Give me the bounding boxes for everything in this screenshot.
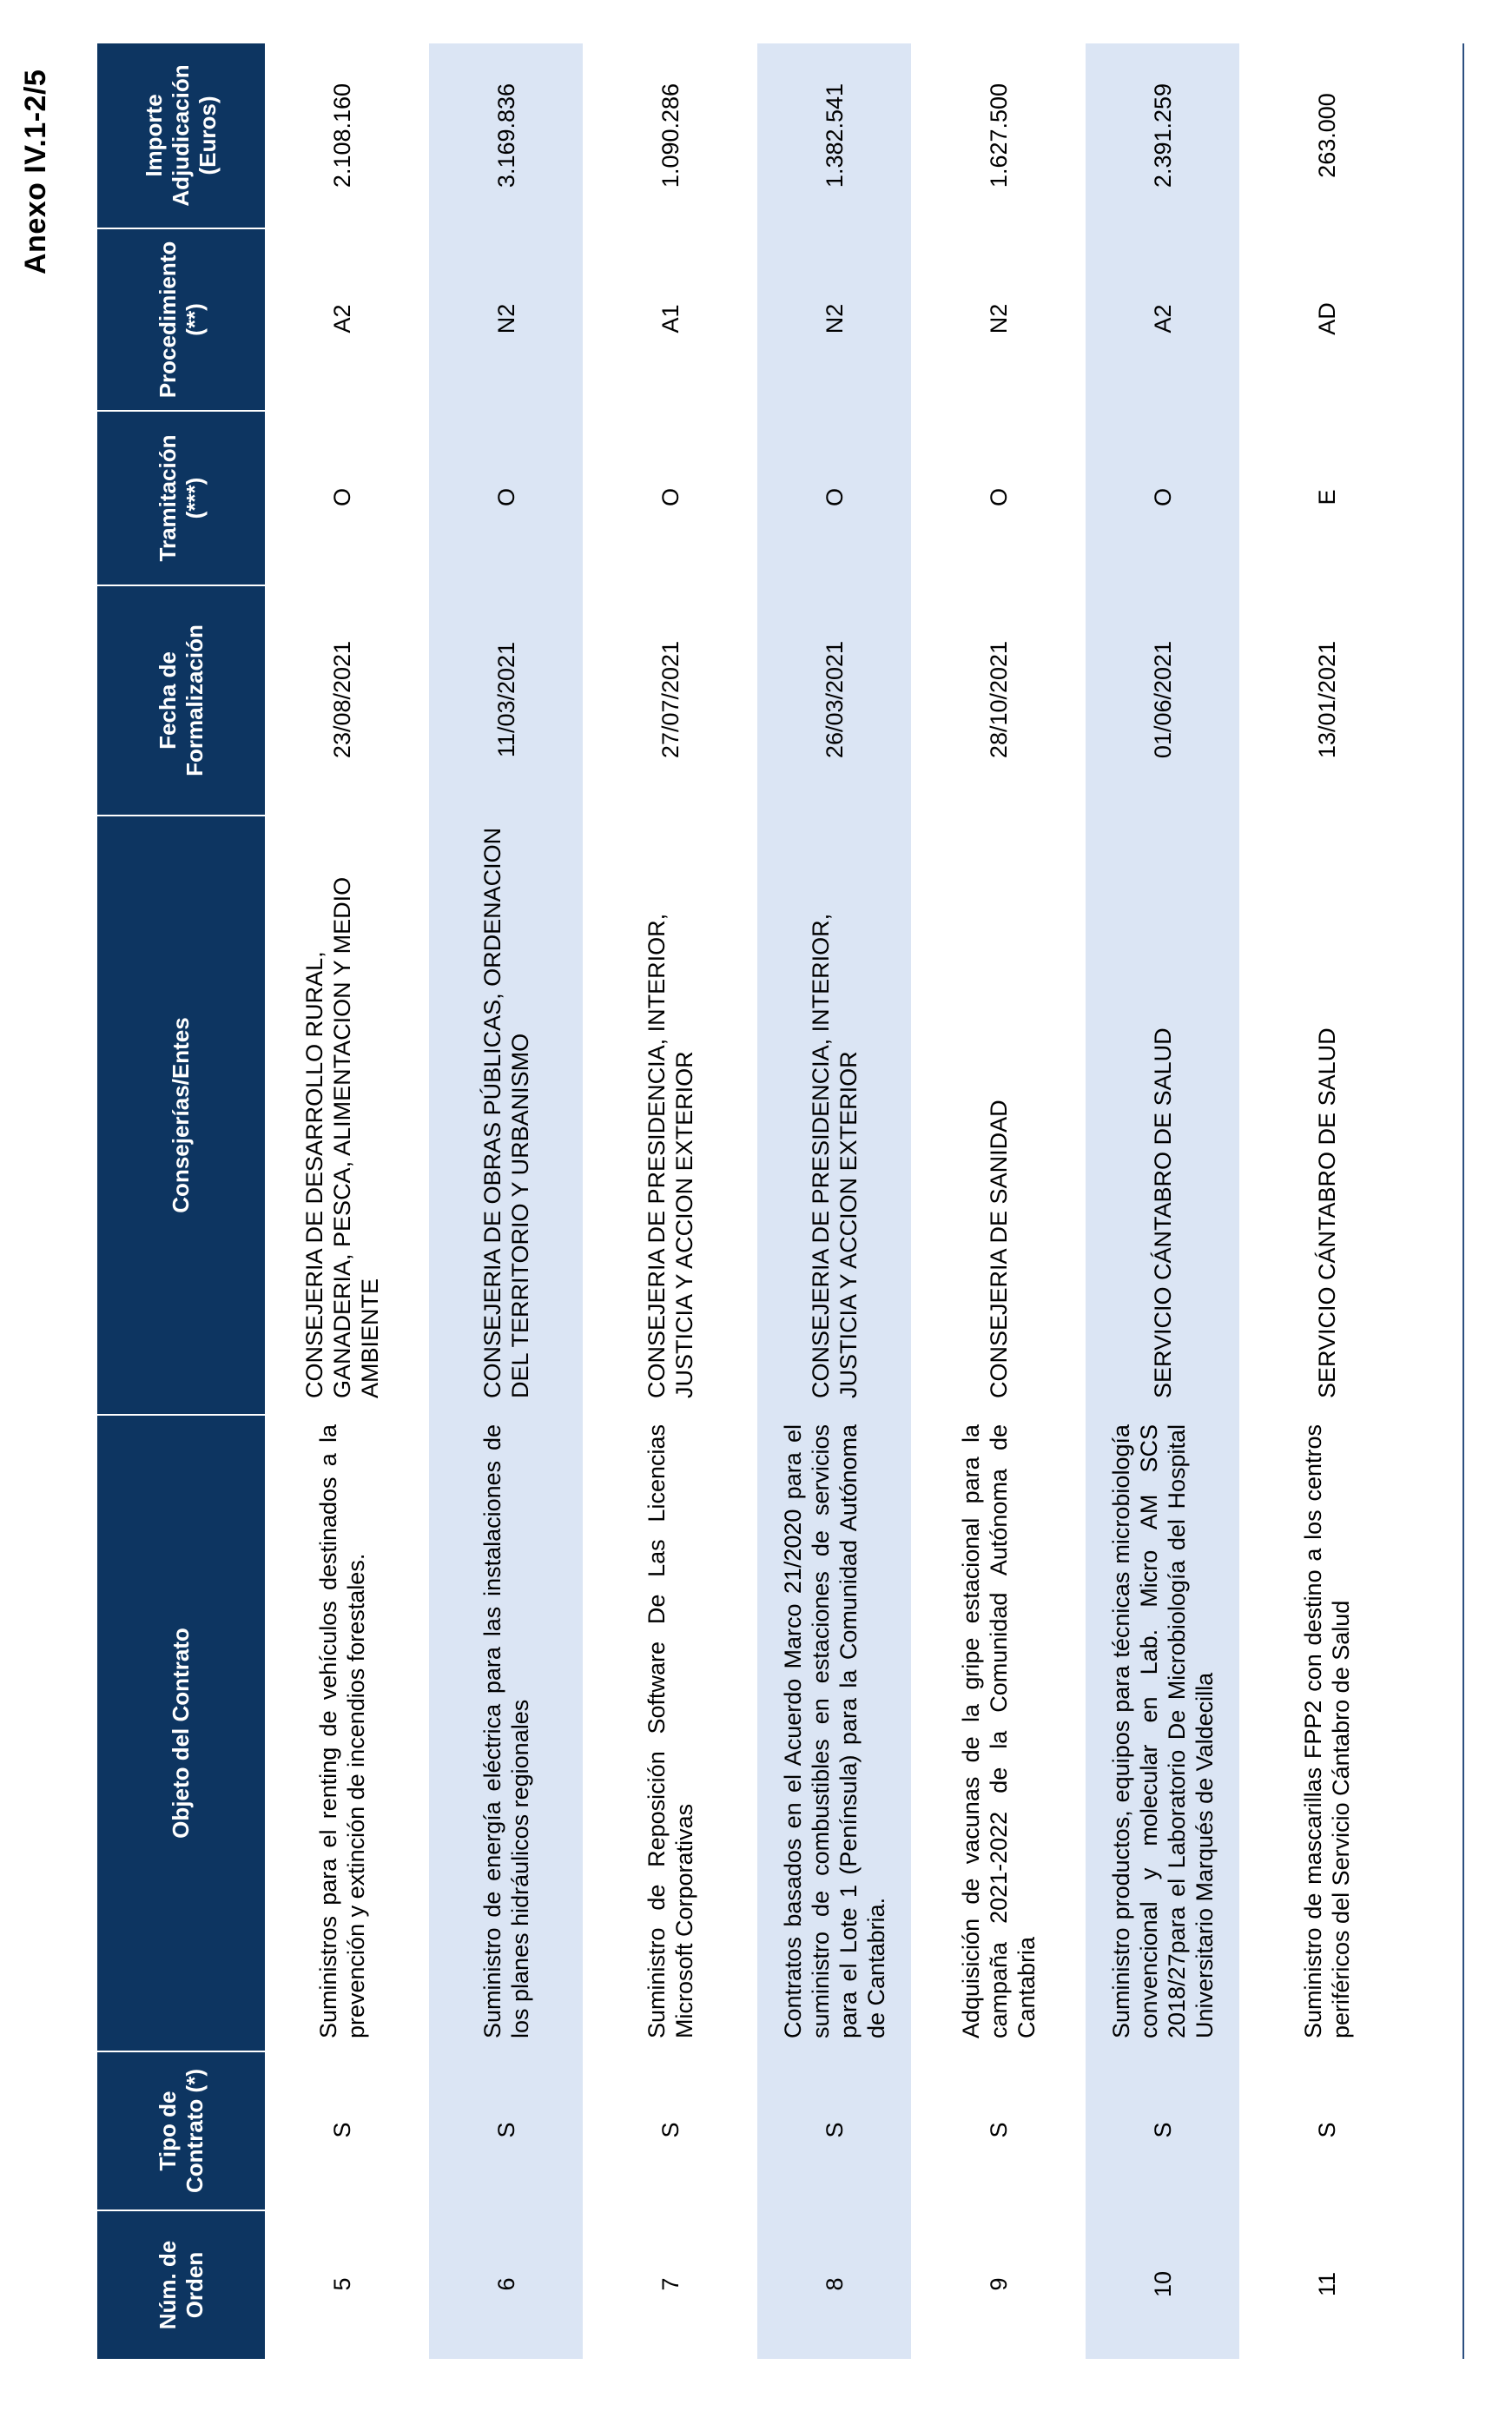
cell-importe: 2.391.259 [1086,43,1250,228]
cell-tipo: S [1086,2051,1250,2210]
cell-num: 7 [593,2210,757,2359]
cell-tramitacion: O [265,410,429,585]
cell-num: 11 [1250,2210,1414,2359]
cell-fecha: 11/03/2021 [429,585,593,815]
cell-consejeria: CONSEJERIA DE OBRAS PÚBLICAS, ORDENACION DEL TERRITORIO Y URBANISMO [429,815,593,1414]
cell-procedimiento: N2 [921,228,1086,410]
cell-procedimiento: A2 [265,228,429,410]
header-consejerias: Consejerías/Entes [97,815,265,1414]
cell-objeto: Suministro productos, equipos para técnicas microbiología convencional y molecular en Lab. Micro AM SCS 2018/27para el Laboratorio De Microbiología del Hospital Universitario Marqués de Valdecilla [1086,1414,1250,2051]
cell-procedimiento: A1 [593,228,757,410]
header-num-orden: Núm. de Orden [97,2210,265,2359]
cell-tramitacion: O [429,410,593,585]
cell-importe: 1.382.541 [757,43,921,228]
cell-consejeria: CONSEJERIA DE PRESIDENCIA, INTERIOR, JUSTICIA Y ACCION EXTERIOR [757,815,921,1414]
cell-consejeria: CONSEJERIA DE DESARROLLO RURAL, GANADERIA, PESCA, ALIMENTACION Y MEDIO AMBIENTE [265,815,429,1414]
cell-tipo: S [757,2051,921,2210]
cell-tramitacion: O [921,410,1086,585]
cell-tramitacion: O [593,410,757,585]
header-procedimiento: Procedimiento (**) [97,228,265,410]
cell-tipo: S [1250,2051,1414,2210]
cell-consejeria: CONSEJERIA DE PRESIDENCIA, INTERIOR, JUSTICIA Y ACCION EXTERIOR [593,815,757,1414]
cell-procedimiento: N2 [429,228,593,410]
annex-label: Anexo IV.1-2/5 [19,69,52,274]
cell-importe: 1.627.500 [921,43,1086,228]
bottom-rule [1462,43,1464,2359]
cell-tramitacion: O [757,410,921,585]
cell-consejeria: CONSEJERIA DE SANIDAD [921,815,1086,1414]
cell-objeto: Adquisición de vacunas de la gripe estacional para la campaña 2021-2022 de la Comunidad Autónoma de Cantabria [921,1414,1086,2051]
cell-procedimiento: AD [1250,228,1414,410]
cell-tramitacion: E [1250,410,1414,585]
table-row [921,43,1086,2359]
cell-objeto: Suministro de Reposición Software De Las Licencias Microsoft Corporativas [593,1414,757,2051]
cell-tipo: S [429,2051,593,2210]
cell-num: 9 [921,2210,1086,2359]
table-header-row [97,43,265,2359]
header-fecha: Fecha de Formalización [97,585,265,815]
table-row [265,43,429,2359]
cell-num: 6 [429,2210,593,2359]
cell-objeto: Suministro de energía eléctrica para las instalaciones de los planes hidráulicos regionales [429,1414,593,2051]
cell-tipo: S [265,2051,429,2210]
table-row [757,43,921,2359]
header-importe: Importe Adjudicación (Euros) [97,43,265,228]
cell-num: 8 [757,2210,921,2359]
cell-consejeria: SERVICIO CÁNTABRO DE SALUD [1086,815,1250,1414]
table-row [1086,43,1250,2359]
table-row [593,43,757,2359]
header-objeto: Objeto del Contrato [97,1414,265,2051]
cell-procedimiento: A2 [1086,228,1250,410]
header-tramitacion: Tramitación (***) [97,410,265,585]
cell-tipo: S [593,2051,757,2210]
table-row [429,43,593,2359]
cell-objeto: Suministro de mascarillas FPP2 con destino a los centros periféricos del Servicio Cántabro de Salud [1250,1414,1414,2051]
cell-objeto: Suministros para el renting de vehículos destinados a la prevención y extinción de incendios forestales. [265,1414,429,2051]
cell-fecha: 13/01/2021 [1250,585,1414,815]
cell-consejeria: SERVICIO CÁNTABRO DE SALUD [1250,815,1414,1414]
cell-importe: 2.108.160 [265,43,429,228]
cell-fecha: 27/07/2021 [593,585,757,815]
cell-tramitacion: O [1086,410,1250,585]
cell-procedimiento: N2 [757,228,921,410]
cell-fecha: 01/06/2021 [1086,585,1250,815]
table-row [1250,43,1414,2359]
contracts-table-wrapper [97,43,1414,2359]
cell-fecha: 23/08/2021 [265,585,429,815]
cell-importe: 263.000 [1250,43,1414,228]
header-tipo-contrato: Tipo de Contrato (*) [97,2051,265,2210]
cell-num: 5 [265,2210,429,2359]
cell-objeto: Contratos basados en el Acuerdo Marco 21/2020 para el suministro de combustibles en estaciones de servicios para el Lote 1 (Península) para la Comunidad Autónoma de Cantabria. [757,1414,921,2051]
contracts-table [97,43,1414,2359]
cell-fecha: 26/03/2021 [757,585,921,815]
cell-importe: 3.169.836 [429,43,593,228]
cell-num: 10 [1086,2210,1250,2359]
cell-importe: 1.090.286 [593,43,757,228]
cell-fecha: 28/10/2021 [921,585,1086,815]
cell-tipo: S [921,2051,1086,2210]
